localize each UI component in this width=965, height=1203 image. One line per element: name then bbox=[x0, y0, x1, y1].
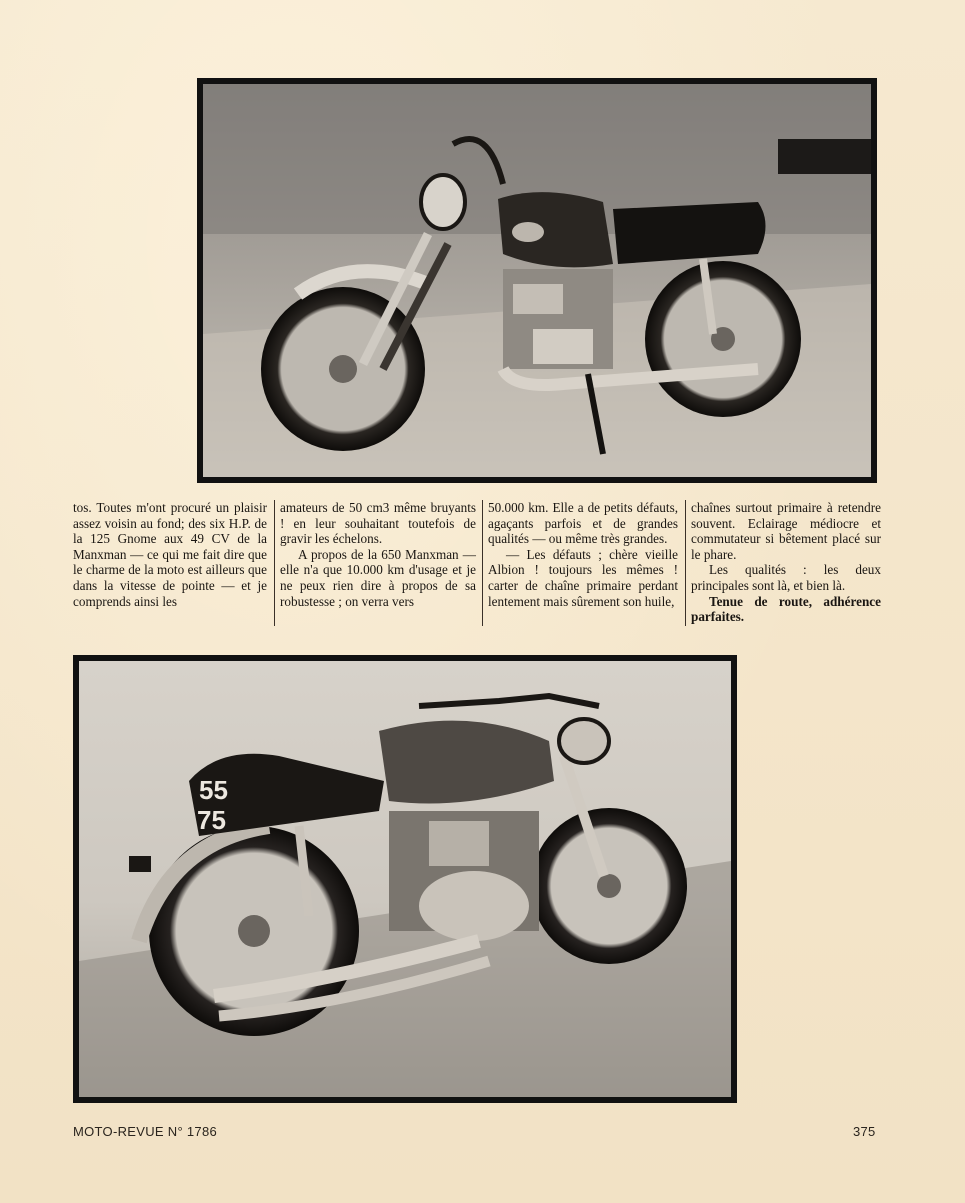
photo-motorcycle-bottom bbox=[73, 655, 737, 1103]
column-3-paragraph-1: 50.000 km. Elle a de petits défauts, agaçants parfois et de grandes qualités — ou même très grandes. bbox=[488, 500, 678, 547]
photo-motorcycle-top bbox=[197, 78, 877, 483]
column-1-paragraph-1: tos. Toutes m'ont procuré un plaisir assez voisin au fond; des six H.P. de la 125 Gnome aux 49 CV de la Manxman — ce qui me fait dire que le charme de la moto est ailleurs que dans la vitesse de pointe — et je comprends ainsi les bbox=[73, 500, 267, 609]
motorcycle-bottom-image bbox=[79, 661, 731, 1097]
column-4-closing: Tenue de route, adhérence parfaites. bbox=[691, 593, 881, 625]
race-number-plate bbox=[197, 775, 228, 835]
magazine-issue-label: MOTO-REVUE N° 1786 bbox=[73, 1124, 218, 1139]
motorcycle-top-image bbox=[203, 84, 871, 477]
column-4-paragraph-1: chaînes surtout primaire à retendre souvent. Eclairage médiocre et commutateur si bêtement placé sur le phare. bbox=[691, 500, 881, 562]
number-plate-line-2: 75 bbox=[197, 805, 226, 835]
number-plate-line-1: 55 bbox=[199, 775, 228, 805]
text-column-2 bbox=[280, 500, 476, 609]
column-divider bbox=[685, 500, 686, 626]
column-2-paragraph-2: A propos de la 650 Manxman — elle n'a que 10.000 km d'usage et je ne peux rien dire à propos de sa robustesse ; on verra vers bbox=[280, 546, 476, 609]
column-divider bbox=[274, 500, 275, 626]
page-number: 375 bbox=[853, 1124, 876, 1139]
text-column-4 bbox=[691, 500, 881, 625]
column-4-paragraph-2: Les qualités : les deux principales sont là, et bien là. bbox=[691, 562, 881, 593]
text-column-3 bbox=[488, 500, 678, 609]
text-column-1 bbox=[73, 500, 267, 609]
column-divider bbox=[482, 500, 483, 626]
column-2-paragraph-1: amateurs de 50 cm3 même bruyants ! en leur souhaitant toutefois de gravir les échelons. bbox=[280, 500, 476, 547]
column-3-paragraph-2: — Les défauts ; chère vieille Albion ! toujours les mêmes ! carter de chaîne primaire perdant lentement mais sûrement son huile, bbox=[488, 546, 678, 609]
